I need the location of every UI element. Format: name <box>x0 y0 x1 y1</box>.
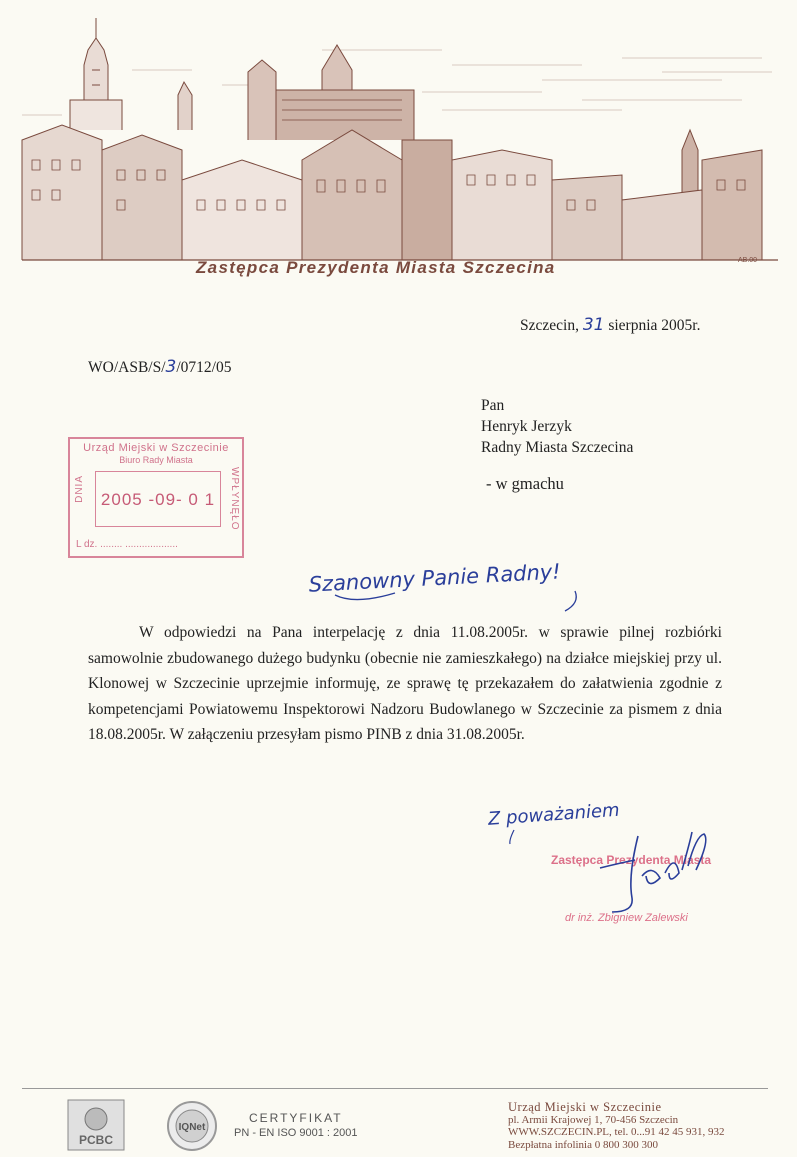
signature-stamp-name: dr inż. Zbigniew Zalewski <box>565 912 688 924</box>
footer-divider <box>22 1088 768 1089</box>
artist-mark: AB.00 <box>738 257 758 264</box>
iqnet-logo-text: IQNet <box>178 1122 206 1133</box>
stamp-left-label: DNIA <box>74 475 85 503</box>
office-address <box>508 1101 725 1151</box>
addressee-title: Pan <box>481 397 505 414</box>
date-month-year: sierpnia 2005r. <box>608 317 701 334</box>
stamp-right-label: WPŁYNĘŁO <box>229 467 240 531</box>
certificate-standard: PN - EN ISO 9001 : 2001 <box>234 1127 358 1139</box>
received-stamp <box>68 437 244 558</box>
reference-suffix: /0712/05 <box>176 359 232 376</box>
letter-body-text: W odpowiedzi na Pana interpelację z dnia 11.08.2005r. w sprawie pilnej rozbiórki samowolnie zbudowanego dużego budynku (obecnie nie zamieszkałego) na działce miejskiej przy ul. Klonowej w Szczecinie uprzejmie informuję, ze sprawę tę przekazałem do załatwienia zgodnie z kompetencjami Powiatowemu Inspektorowi Nadzoru Budowlanego w Szczecinie za pismem z dnia 18.08.2005r. W załączeniu przesyłam pismo PINB z dnia 31.08.2005r. <box>88 624 722 743</box>
office-name: Urząd Miejski w Szczecinie <box>508 1100 662 1114</box>
certificate-info <box>234 1111 358 1141</box>
stamp-date: 2005 -09- 0 1 <box>100 490 216 509</box>
pcbc-logo-text: PCBC <box>78 1133 114 1147</box>
addressee-location: - w gmachu <box>486 474 564 493</box>
reference-number <box>88 357 231 377</box>
salutation-text: Szanowny Panie Radny! <box>308 559 562 597</box>
iqnet-logo <box>162 1100 222 1152</box>
addressee-name: Henryk Jerzyk <box>481 418 572 435</box>
stamp-office: Urząd Miejski w Szczecinie <box>83 442 229 454</box>
date-place: Szczecin, <box>520 317 579 334</box>
addressee-block <box>481 395 633 458</box>
stamp-number-label: L dz. ........ ................... <box>76 539 178 550</box>
letterhead-city-illustration <box>22 10 778 264</box>
signature-stamp-title: Zastępca Prezydenta Miasta <box>551 853 712 867</box>
handwritten-salutation <box>305 555 645 615</box>
addressee-role: Radny Miasta Szczecina <box>481 439 634 456</box>
stamp-department: Biuro Rady Miasta <box>119 455 193 465</box>
certificate-title: CERTYFIKAT <box>248 1111 343 1125</box>
office-hotline: Bezpłatna infolinia 0 800 300 300 <box>508 1138 658 1151</box>
date-day-handwritten: 31 <box>582 315 605 335</box>
letterhead-title: Zastępca Prezydenta Miasta Szczecina <box>196 258 556 277</box>
letter-body <box>88 620 722 748</box>
date-line <box>520 315 700 335</box>
office-street: pl. Armii Krajowej 1, 70-456 Szczecin <box>508 1113 679 1126</box>
pcbc-logo <box>67 1099 125 1151</box>
office-web-phone: WWW.SZCZECIN.PL, tel. 0...91 42 45 931, 932 <box>508 1126 725 1138</box>
closing-text: Z poważaniem <box>487 799 621 830</box>
reference-handwritten: 3 <box>165 357 177 377</box>
stamp-date-box <box>95 471 221 527</box>
reference-prefix: WO/ASB/S/ <box>88 359 166 376</box>
letterhead-title-wrap <box>0 258 797 278</box>
signature-scribble <box>590 828 730 918</box>
